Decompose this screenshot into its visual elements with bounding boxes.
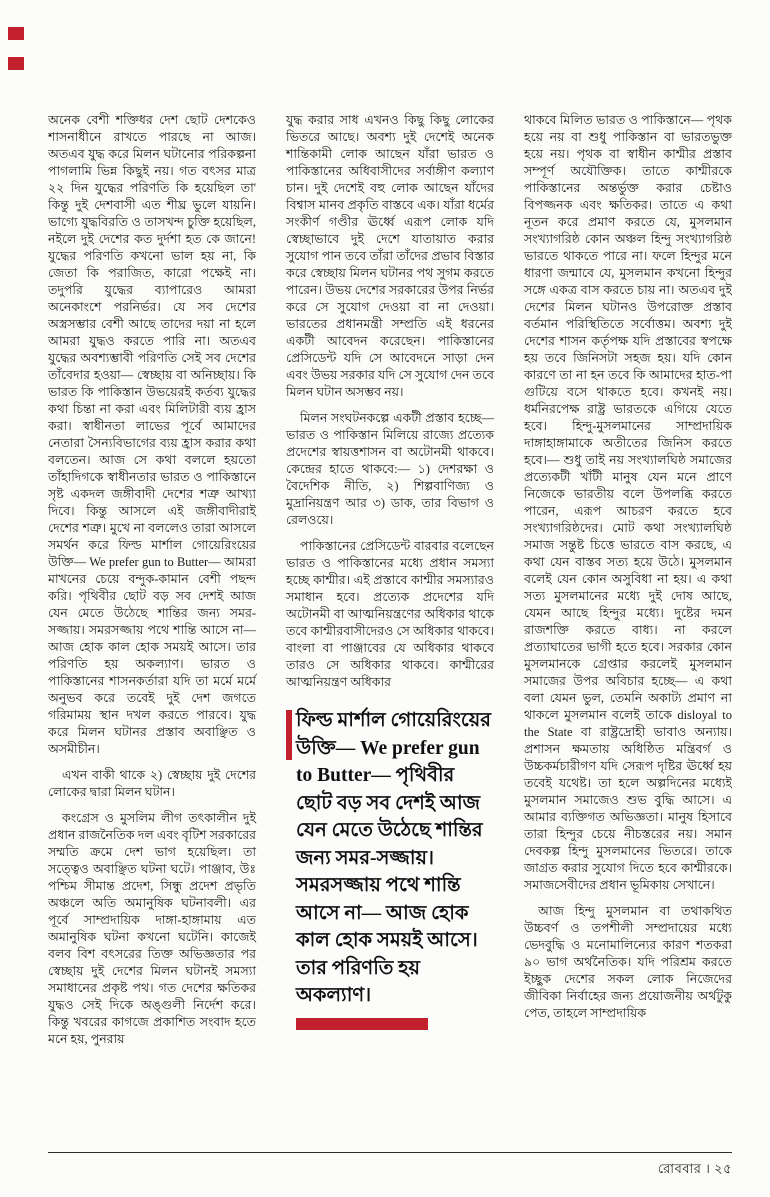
article-column-1	[48, 112, 256, 1142]
paragraph: অনেক বেশী শক্তিধর দেশ ছোট দেশকেও শাসনাধীনে রাখতে পারছে না আজ। অতএব যুদ্ধ করে মিলন ঘটানোর পরিকল্পনা পাগলামি ভিন্ন কিছুই নয়। গত বৎসর মাত্র ২২ দিন যুদ্ধের পরিণতি কি হয়েছিল তা' কিন্তু দুই দেশবাসী এত শীঘ্র ভুলে যায়নি। ভাগ্যে যুদ্ধবিরতি ও তাসখন্দ চুক্তি হয়েছিল, নইলে দুই দেশের কত দুর্দশা হত কে জানে! যুদ্ধের পরিণতি কখনো ভাল হয় না, কি জেতা কি পরাজিত, কারো পক্ষেই না। তদুপরি যুদ্ধের ব্যাপারেও আমরা অনেকাংশে পরনির্ভর। যে সব দেশের অস্ত্রসম্ভার বেশী আছে তাদের দয়া না হলে আমরা যুদ্ধও করতে পারি না। অতএব যুদ্ধের অবশ্যম্ভাবী পরিণতি সেই সব দেশের তাঁবেদার হওয়া— স্বেচ্ছায় বা অনিচ্ছায়। কি ভারত কি পাকিস্তান উভয়েরই কর্তব্য যুদ্ধের কথা চিন্তা না করা এবং মিলিটারী ব্যয় হ্রাস করা। স্বাধীনতা লাভের পূর্বে আমাদের নেতারা সৈন্যবিভাগের ব্যয় হ্রাস করার কথা বলতেন। আজ সে কথা বললে হয়তো তাঁহাদিগকে স্বাধীনতার ভারত ও পাকিস্তানে সৃষ্ট একদল জঙ্গীবাদী দেশের শত্রু আখ্যা দিবে। কিন্তু আসলে এই জঙ্গীবাদীরাই দেশের শত্রু। মুখে না বললেও তারা আসলে সমর্থন করে ফিল্ড মার্শাল গোয়েরিংয়ের উক্তি— We prefer gun to Butter— আমরা মাখনের চেয়ে বন্দুক-কামান বেশী পছন্দ করি। পৃথিবীর ছোট বড় সব দেশই আজ যেন মেতে উঠেছে শান্তির জন্য সমর-সজ্জায়। সমরসজ্জায় পথে শান্তি আসে না— আজ হোক কাল হোক সময়ই আসে। তার পরিণতি হয় অকল্যাণ। ভারত ও পাকিস্তানের শাসনকর্তারা যদি তা মর্মে মর্মে অনুভব করে তবেই দুই দেশ জগতে গরিমাময় স্থান দখল করতে পারবে। যুদ্ধ করে মিলন ঘটানর প্রস্তাব অবাঞ্ছিত ও অসমীচীন।	[48, 113, 256, 756]
article-column-3	[524, 112, 732, 1142]
pull-quote-red-bar-icon	[286, 710, 292, 760]
paragraph: আজ হিন্দু মুসলমান বা তথাকথিত উচ্চবর্ণ ও তপশীলী সম্প্রদায়ের মধ্যে ভেদবুদ্ধি ও মনোমালিন্যের কারণ শতকরা ৯০ ভাগ অর্থনৈতিক। যদি পরিশ্রম করতে ইচ্ছুক দেশের সকল লোক নিজেদের জীবিকা নির্বাহের জন্য প্রয়োজনীয় অর্থটুকু পেত, তাহলে সাম্প্রদায়িক	[524, 904, 732, 1020]
footer-divider	[48, 1152, 732, 1153]
article-body	[48, 112, 732, 1142]
red-corner-mark-bottom	[8, 57, 24, 70]
article-column-2	[286, 112, 494, 1142]
pull-quote-text: ফিল্ড মার্শাল গোয়েরিংয়ের উক্তি— We prefer gun to Butter— পৃথিবীর ছোট বড় সব দেশই আজ যেন মেতে উঠেছে শান্তির জন্য সমর-সজ্জায়। সমরসজ্জায় পথে শান্তি আসে না— আজ হোক কাল হোক সময়ই আসে। তার পরিণতি হয় অকল্যাণ।	[296, 710, 491, 1006]
red-corner-mark-top	[8, 27, 24, 40]
footer-page-label: রোববার । ২৫	[657, 1161, 732, 1176]
paragraph: কংগ্রেস ও মুসলিম লীগ তৎকালীন দুই প্রধান রাজনৈতিক দল এবং বৃটিশ সরকারের সম্মতি ক্রমে দেশ ভাগ হয়েছিল। তা সত্ত্বেও অবাঞ্ছিত ঘটনা ঘটে। পাঞ্জাব, উঃ পশ্চিম সীমান্ত প্রদেশ, সিন্ধু প্রদেশ প্রভৃতি অঞ্চলে অতি অমানুষিক ঘটনাবলী। এর পূর্বে সাম্প্রদায়িক দাঙ্গা-হাঙ্গামায় এত অমানুষিক ঘটনা কখনো ঘটেনি। কাজেই বলব বিশ বৎসরের তিক্ত অভিজ্ঞতার পর স্বেচ্ছায় দুই দেশের মিলন ঘটানই সমস্যা সমাধানের প্রকৃষ্ট পথ। গত দেশের ক্ষতিকর যুদ্ধও সেই দিকে অঙ্গুলী নির্দেশ করে। কিন্তু খবরের কাগজে প্রকাশিত সংবাদ হতে মনে হয়, পুনরায়	[48, 811, 256, 1046]
paragraph: থাকবে মিলিত ভারত ও পাকিস্তানে— পৃথক হয়ে নয় বা শুধু পাকিস্তান বা ভারতভুক্ত হয়ে নয়। পৃথক বা স্বাধীন কাশ্মীর প্রস্তাব সম্পূর্ণ অযৌক্তিক। তাতে কাশ্মীরকে পাকিস্তানের অন্তর্ভুক্ত করার চেষ্টাও বিপজ্জনক এবং ক্ষতিকর। তাতে এ কথা নূতন করে প্রমাণ করতে যে, মুসলমান সংখ্যাগরিষ্ঠ কোন অঞ্চল হিন্দু সংখ্যাগরিষ্ঠ ভারতে থাকতে পারে না। ফলে হিন্দুর মনে ধারণা জন্মাবে যে, মুসলমান কখনো হিন্দুর সঙ্গে একত্র বাস করতে চায় না। অতএব দুই দেশের মিলন ঘটানও উপরোক্ত প্রস্তাব বর্তমান পরিস্থিতিতে সর্বোত্তম। অবশ্য দুই দেশের শাসন কর্তৃপক্ষ যদি প্রস্তাবের স্বপক্ষে হয় তবে জিনিসটা সহজ হয়। যদি কোন কারণে তা না হন তবে কি আমাদের হাত-পা গুটিয়ে বসে থাকতে হবে। কখনই নয়। ধর্মনিরপেক্ষ রাষ্ট্র ভারতকে এগিয়ে যেতে হবে। হিন্দু-মুসলমানের সাম্প্রদায়িক দাঙ্গাহাঙ্গামাকে অতীতের জিনিস করতে হবে।— শুধু তাই নয় সংখ্যালঘিষ্ঠ সমাজের প্রত্যেকটী খাঁটী মানুষ যেন মনে প্রাণে নিজেকে ভারতীয় বলে উপলব্ধি করতে পারেন, এরূপ আচরণ করতে হবে সংখ্যাগরিষ্ঠদের। মোট কথা সংখ্যালঘিষ্ঠ সমাজ সন্তুষ্ট চিত্তে ভারতে বাস করছে, এ কথা যেন বাস্তব সত্য হয়ে উঠে। মুসলমান বলেই যেন কোন অসুবিধা না হয়। এ কথা সত্য মুসলমানের মধ্যে দুই দোষ আছে, যেমন আছে হিন্দুর মধ্যে। দুষ্টের দমন রাজশক্তি করতে বাধ্য। না করলে প্রত্যাঘাতের ভাগী হতে হবে। সরকার কোন মুসলমানকে গ্রেপ্তার করলেই মুসলমান সমাজের উপর অবিচার হচ্ছে— এ কথা বলা যেমন ভুল, তেমনি অকাট্য প্রমাণ না থাকলে মুসলমান বলেই তাকে disloyal to the State বা রাষ্ট্রদ্রোহী ভাবাও অন্যায়। প্রশাসন ক্ষমতায় অধিষ্ঠিত মন্ত্রিবর্গ ও উচ্চকর্মচারীগণ যদি সেরূপ দৃষ্টির ঊর্ধ্বে হয় তবেই যথেষ্ট। তা হলে অল্পদিনের মধ্যেই মুসলমান সমাজেও শুভ বুদ্ধি আসে। এ আমার ব্যক্তিগত অভিজ্ঞতা। মানুষ হিসাবে তারা হিন্দুর চেয়ে নীচস্তরের নয়। সমান দেবকল্প হিন্দু মুসলমানের ভিতরে। তাকে জাগ্রত করার সুযোগ দিতে হবে কাশ্মীরকে। সমাজসেবীদের প্রধান ভূমিকায় সেখানে।	[524, 113, 732, 892]
paragraph: পাকিস্তানের প্রেসিডেন্ট বারবার বলেছেন ভারত ও পাকিস্তানের মধ্যে প্রধান সমস্যা হচ্ছে কাশ্মীর। এই প্রস্তাবে কাশ্মীর সমস্যারও সমাধান হবে। প্রত্যেক প্রদেশের যদি অটোনমী বা আত্মনিয়ন্ত্রণের অধিকার থাকে তবে কাশ্মীরবাসীদেরও সে অধিকার থাকবে। বাংলা বা পাঞ্জাবের যে অধিকার থাকবে তারও সে অধিকার থাকবে। কাশ্মীরের আত্মনিয়ন্ত্রণ অধিকার	[286, 539, 494, 689]
paragraph: যুদ্ধ করার সাধ এখনও কিছু কিছু লোকের ভিতরে আছে। অবশ্য দুই দেশেই অনেক শান্তিকামী লোক আছেন যাঁরা ভারত ও পাকিস্তানের অধিবাসীদের সর্বাঙ্গীণ কল্যাণ চান। দুই দেশেই বহু লোক আছেন যাঁদের বিশ্বাস মানব প্রকৃতি বাস্তবে এক। যাঁরা ধর্মের সংকীর্ণ গণ্ডীর ঊর্ধ্বে এরূপ লোক যদি স্বেচ্ছাভাবে দুই দেশে যাতায়াত করার সুযোগ পান তবে তাঁরা তাঁদের প্রভাব বিস্তার করে স্বেচ্ছায় মিলন ঘটানর পথ সুগম করতে পারেন। উভয় দেশের সরকারের উপর নির্ভর করে সে সুযোগ দেওয়া বা না দেওয়া। ভারতের প্রধানমন্ত্রী সম্প্রতি এই ধরনের একটী আবেদন করেছেন। পাকিস্তানের প্রেসিডেন্ট যদি সে আবেদনে সাড়া দেন এবং উভয় সরকার যদি সে সুযোগ দেন তবে মিলন ঘটান অসম্ভব নয়।	[286, 113, 494, 399]
pull-quote-red-underline	[296, 1018, 428, 1030]
paragraph: মিলন সংঘটনকল্পে একটী প্রস্তাব হচ্ছে— ভারত ও পাকিস্তান মিলিয়ে রাজ্যে প্রত্যেক প্রদেশের স্বায়ত্তশাসন বা অটোনমী থাকবে। কেন্দ্রের হাতে থাকবে:— ১) দেশরক্ষা ও বৈদেশিক নীতি, ২) শিল্পবাণিজ্য ও মুদ্রানিয়ন্ত্রণ আর ৩) ডাক, তার বিভাগ ও রেলওয়ে।	[286, 411, 494, 527]
paragraph: এখন বাকী থাকে ২) স্বেচ্ছায় দুই দেশের লোকের দ্বারা মিলন ঘটান।	[48, 768, 256, 799]
pull-quote	[286, 707, 494, 1010]
